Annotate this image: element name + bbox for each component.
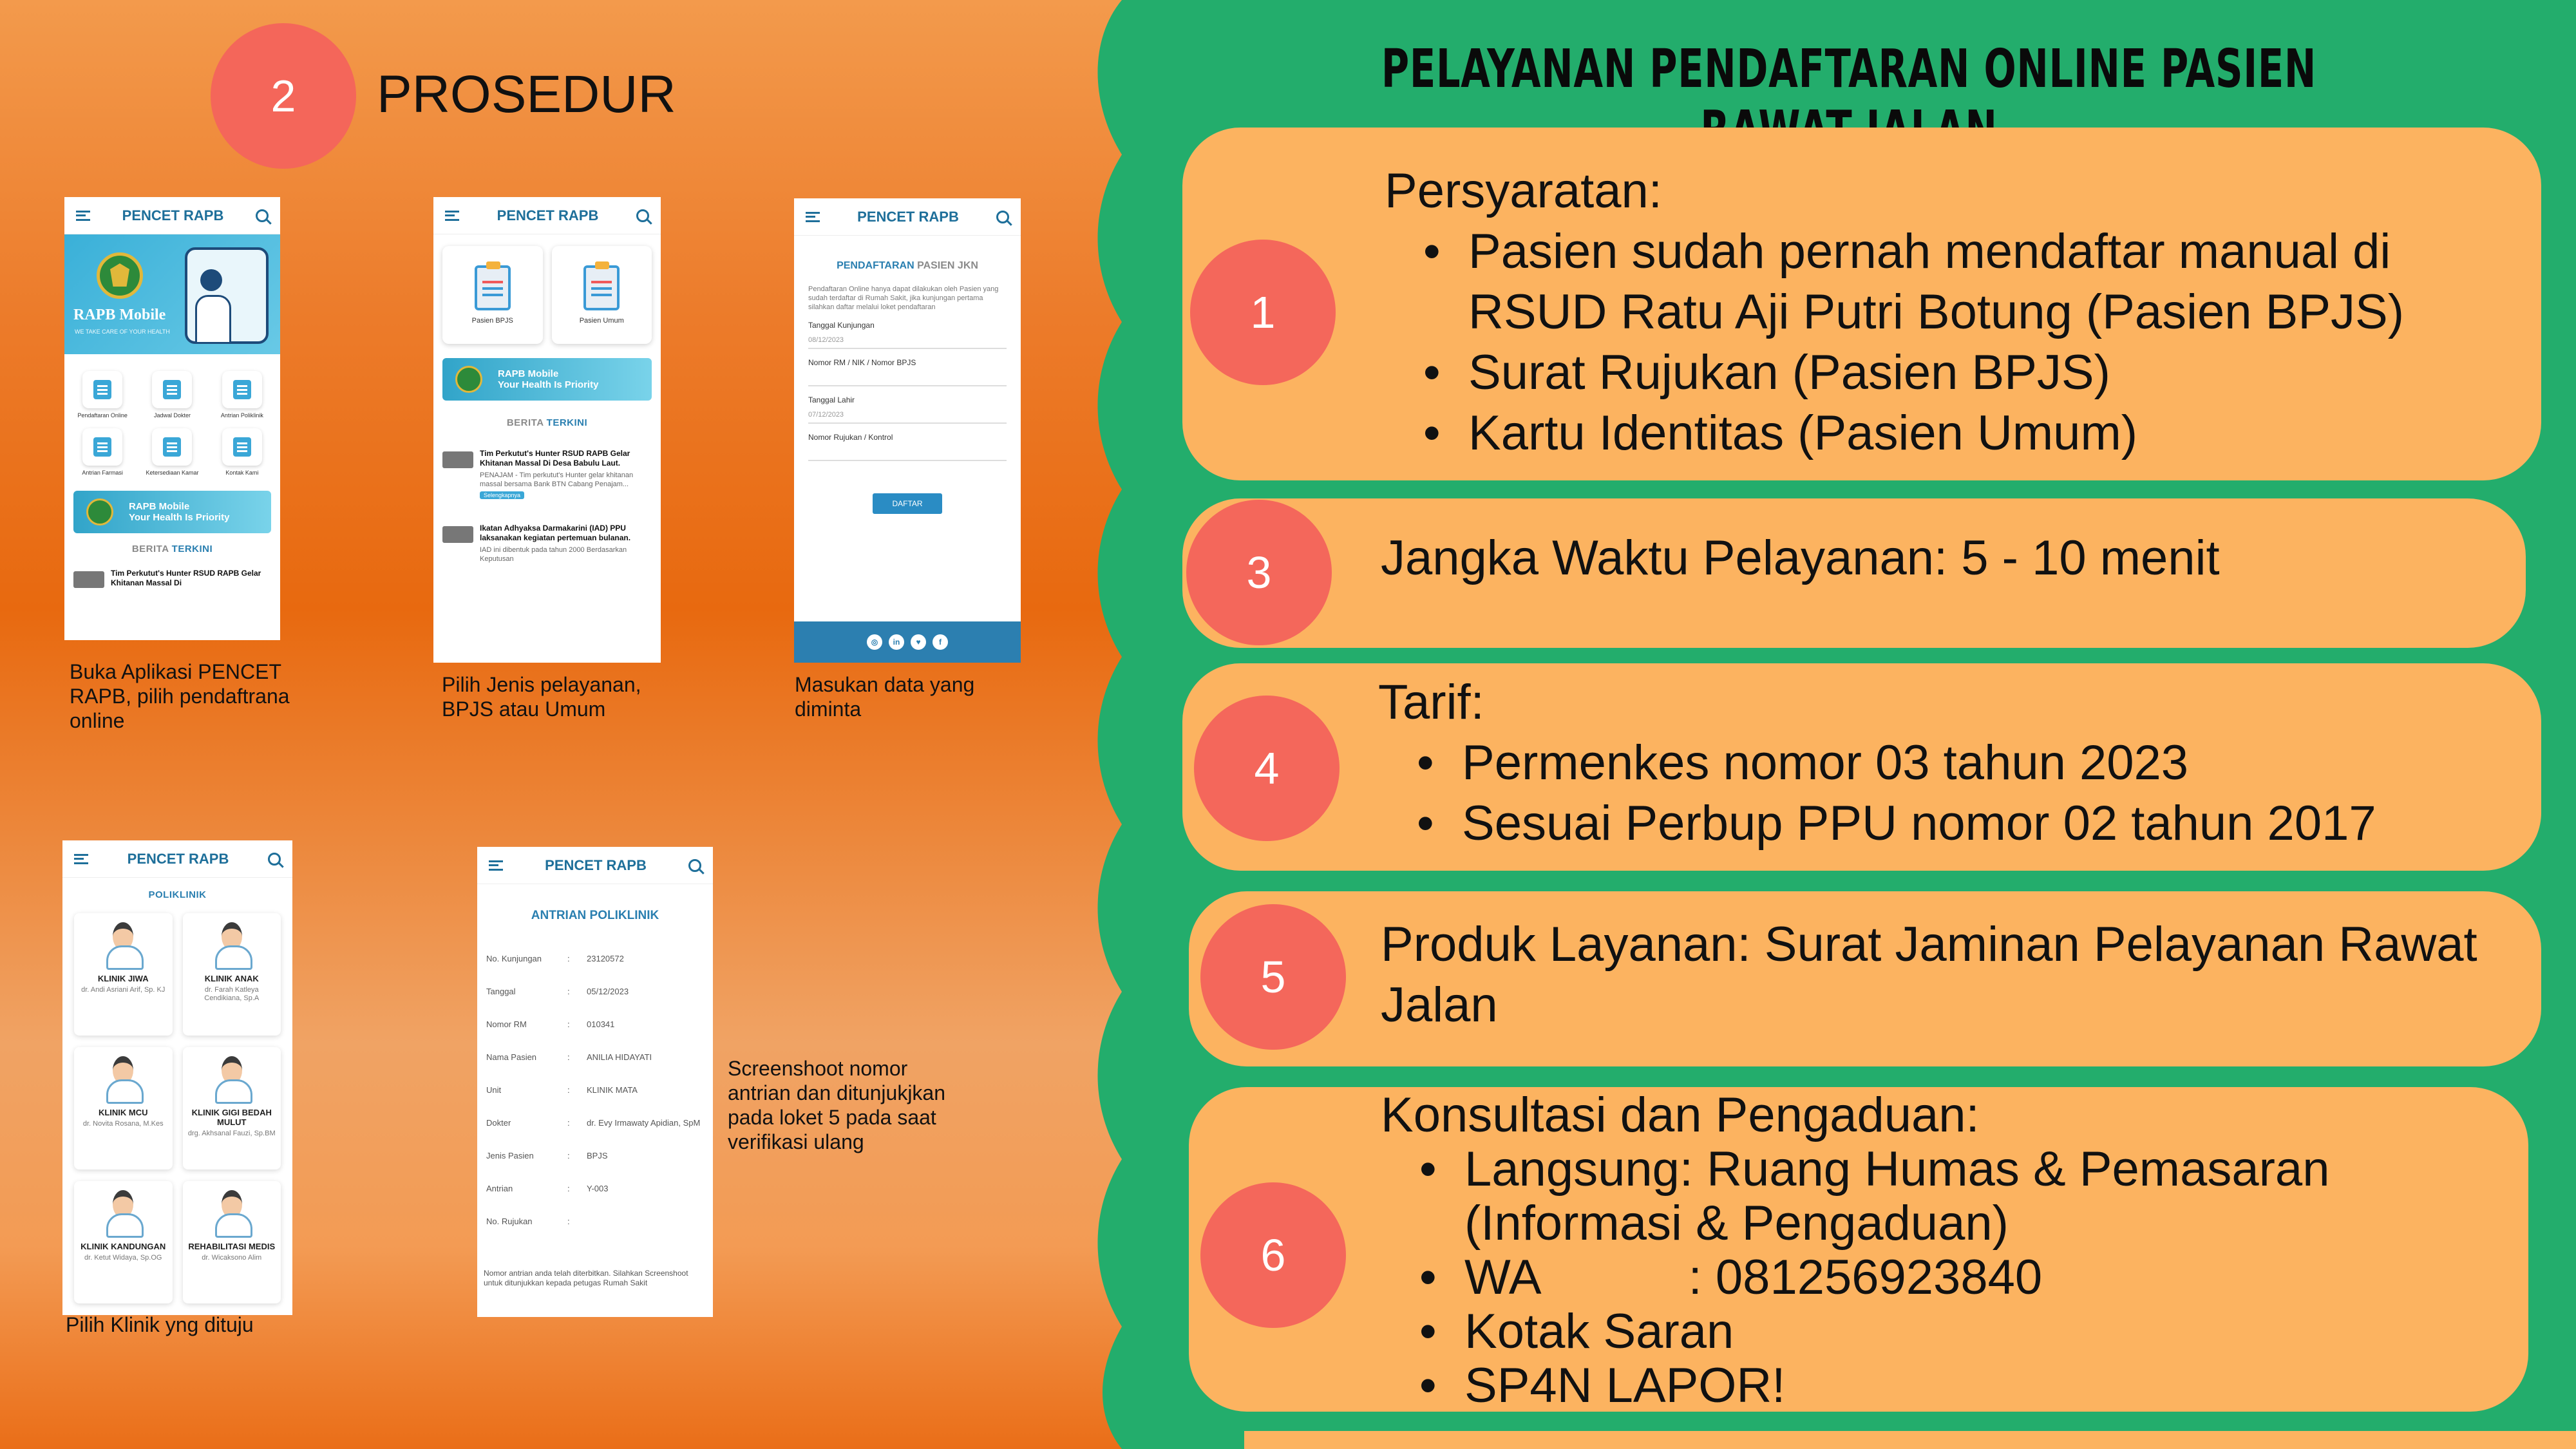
caption-service: Pilih Jenis pelayanan, BPJS atau Umum	[442, 673, 641, 721]
option-pasien-umum[interactable]: Pasien Umum	[552, 246, 652, 344]
app-header	[794, 198, 1021, 236]
list-item: • SP4N LAPOR!	[1419, 1359, 2527, 1413]
registration-icon	[93, 380, 111, 399]
queue-row: Unit : KLINIK MATA	[486, 1084, 638, 1095]
number-badge: 6	[1200, 1182, 1346, 1328]
visit-date-input[interactable]: 08/12/2023	[808, 330, 1007, 349]
search-icon[interactable]	[636, 209, 649, 222]
tariff-list	[1378, 733, 2524, 854]
search-icon[interactable]	[688, 859, 701, 872]
clinic-card[interactable]: KLINIK GIGI BEDAH MULUT drg. Akhsanal Fauzi, Sp.BM	[183, 1047, 281, 1170]
duration-text: Jangka Waktu Pelayanan: 5 - 10 menit	[1381, 531, 2220, 585]
hospital-crest-logo	[97, 252, 143, 299]
bed-icon	[163, 437, 181, 457]
promo-banner[interactable]	[73, 491, 271, 533]
number-badge: 4	[1194, 696, 1340, 841]
field-nomor-rm[interactable]: Nomor RM / NIK / Nomor BPJS	[794, 358, 1021, 386]
clinic-grid	[62, 900, 292, 1303]
doctor-avatar-icon	[104, 1056, 142, 1101]
phone-queue-screenshot	[477, 847, 713, 1317]
hero-subtitle: WE TAKE CARE OF YOUR HEALTH	[75, 328, 170, 335]
news-title: Ikatan Adhyaksa Darmakarini (IAD) PPU laksanakan kegiatan pertemuan bulanan.	[480, 524, 631, 542]
menu-item-antrian-poliklinik[interactable]: Antrian Poliklinik	[212, 371, 272, 419]
facebook-icon[interactable]: f	[933, 634, 948, 650]
form-intro: Pendaftaran Online hanya dapat dilakukan oleh Pasien yang sudah terdaftar di Rumah Sakit, jika kunjungan pertama silahkan daftar melalui loket pendaftaran	[808, 285, 999, 311]
clinic-card[interactable]: KLINIK ANAK dr. Farah Katleya Cendikiana, Sp.A	[183, 913, 281, 1036]
hero-banner	[64, 234, 280, 354]
read-more-button[interactable]: Selengkapnya	[480, 491, 524, 499]
caption-home: Buka Aplikasi PENCET RAPB, pilih pendaftrana online	[70, 660, 290, 732]
hospital-crest-logo	[455, 366, 482, 393]
news-title: Tim Perkutut's Hunter RSUD RAPB Gelar Khitanan Massal Di	[111, 569, 261, 587]
field-tanggal-lahir[interactable]: Tanggal Lahir 07/12/2023	[794, 395, 1021, 424]
menu-item-kontak-kami[interactable]: Kontak Kami	[212, 428, 272, 477]
news-section-label: BERITA TERKINI	[131, 544, 213, 554]
list-item: • Pasien sudah pernah mendaftar manual di RSUD Ratu Aji Putri Botung (Pasien BPJS)	[1423, 222, 2524, 343]
news-item[interactable]	[64, 565, 280, 592]
menu-item-pendaftaran-online[interactable]: Pendaftaran Online	[72, 371, 133, 419]
news-thumbnail	[442, 526, 473, 543]
poliklinik-title: POLIKLINIK	[148, 889, 207, 900]
queue-note: Nomor antrian anda telah diterbitkan. Silahkan Screenshoot untuk ditunjukkan kepada petugas Rumah Sakit	[484, 1269, 688, 1287]
app-footer	[794, 621, 1021, 663]
queue-row: Nama Pasien : ANILIA HIDAYATI	[486, 1052, 652, 1062]
doctor-avatar-icon	[213, 1056, 251, 1101]
list-item: • Sesuai Perbup PPU nomor 02 tahun 2017	[1417, 793, 2524, 854]
clinic-card[interactable]: KLINIK MCU dr. Novita Rosana, M.Kes	[74, 1047, 173, 1170]
contact-icon	[233, 437, 251, 457]
queue-details	[477, 942, 713, 1238]
daftar-button[interactable]: DAFTAR	[873, 493, 942, 514]
app-header	[62, 840, 292, 878]
menu-icon[interactable]	[445, 211, 459, 221]
doctor-avatar-icon	[104, 922, 142, 967]
service-options	[433, 234, 661, 344]
phone-form-screenshot	[794, 198, 1021, 663]
search-icon[interactable]	[268, 853, 281, 866]
number-badge: 3	[1186, 500, 1332, 645]
menu-icon[interactable]	[806, 212, 820, 222]
requirements-heading: Persyaratan:	[1385, 164, 1662, 218]
pharmacy-icon	[93, 437, 111, 457]
list-item: • Kotak Saran	[1419, 1305, 2527, 1359]
list-item: • Langsung: Ruang Humas & Pemasaran (Informasi & Pengaduan)	[1419, 1142, 2527, 1251]
twitter-icon[interactable]: ♥	[911, 634, 926, 650]
queue-row: Antrian : Y-003	[486, 1183, 609, 1193]
menu-icon[interactable]	[74, 854, 88, 864]
news-body: PENAJAM - Tim perkutut's Hunter gelar khitanan massal bersama Bank BTN Cabang Penajam...	[480, 471, 634, 488]
news-thumbnail	[442, 451, 473, 468]
news-thumbnail	[73, 571, 104, 588]
queue-row: Dokter : dr. Evy Irmawaty Apidian, SpM	[486, 1117, 701, 1128]
menu-grid	[64, 354, 280, 483]
procedure-title: PROSEDUR	[377, 65, 676, 124]
bottom-strip	[1244, 1431, 2576, 1449]
requirements-text	[1385, 161, 2524, 464]
clipboard-icon	[475, 265, 511, 310]
instagram-icon[interactable]: ◎	[867, 634, 882, 650]
queue-icon	[233, 380, 251, 399]
app-header	[477, 847, 713, 884]
wavy-divider	[1077, 0, 1148, 1449]
news-section-label: BERITA TERKINI	[506, 417, 588, 428]
search-icon[interactable]	[256, 209, 269, 222]
complaints-heading: Konsultasi dan Pengaduan:	[1381, 1088, 1980, 1142]
app-name: PENCET RAPB	[127, 850, 229, 867]
queue-row: No. Kunjungan : 23120572	[486, 953, 624, 963]
promo-text: RAPB Mobile Your Health Is Priority	[498, 368, 599, 390]
menu-item-ketersediaan-kamar[interactable]: Ketersediaan Kamar	[142, 428, 202, 477]
list-item: • Surat Rujukan (Pasien BPJS)	[1423, 343, 2524, 403]
menu-icon[interactable]	[76, 211, 90, 221]
menu-item-antrian-farmasi[interactable]: Antrian Farmasi	[72, 428, 133, 477]
hospital-crest-logo	[86, 498, 113, 526]
list-item: • Permenkes nomor 03 tahun 2023	[1417, 733, 2524, 793]
complaints-text	[1381, 1088, 2527, 1413]
list-item: • Kartu Identitas (Pasien Umum)	[1423, 403, 2524, 464]
app-name: PENCET RAPB	[545, 857, 647, 873]
doctor-avatar-icon	[104, 1190, 142, 1235]
complaints-list	[1381, 1142, 2527, 1413]
caption-form: Masukan data yang diminta	[795, 673, 975, 721]
tariff-text	[1378, 672, 2524, 854]
clipboard-icon	[583, 265, 620, 310]
queue-row: Jenis Pasien : BPJS	[486, 1150, 608, 1160]
id-number-input[interactable]	[808, 367, 1007, 386]
doctor-avatar-icon	[213, 922, 251, 967]
procedure-panel	[0, 0, 1133, 1449]
number-badge: 5	[1200, 904, 1346, 1050]
list-item: • WA : 081256923840	[1419, 1251, 2527, 1305]
form-title: PENDAFTARAN PASIEN JKN	[837, 260, 978, 271]
step-number-badge: 2	[211, 23, 356, 169]
calendar-icon	[163, 380, 181, 399]
tariff-heading: Tarif:	[1378, 675, 1484, 730]
queue-row: Nomor RM : 010341	[486, 1019, 615, 1029]
promo-banner[interactable]	[442, 358, 652, 401]
birth-date-input[interactable]: 07/12/2023	[808, 404, 1007, 424]
app-name: PENCET RAPB	[122, 207, 224, 223]
number-badge: 1	[1190, 240, 1336, 385]
news-item[interactable]	[433, 445, 661, 504]
caption-clinic: Pilih Klinik yng dituju	[66, 1313, 254, 1336]
service-info-panel	[1122, 0, 2576, 1449]
doctor-avatar-icon	[213, 1190, 251, 1235]
hero-title: RAPB Mobile	[73, 307, 166, 323]
field-nomor-rujukan[interactable]: Nomor Rujukan / Kontrol	[794, 433, 1021, 461]
search-icon[interactable]	[996, 211, 1009, 223]
referral-number-input[interactable]	[808, 442, 1007, 461]
field-tanggal-kunjungan[interactable]: Tanggal Kunjungan 08/12/2023	[794, 321, 1021, 349]
clinic-card[interactable]: KLINIK JIWA dr. Andi Asriani Arif, Sp. KJ	[74, 913, 173, 1036]
doctors-illustration	[185, 247, 269, 344]
product-text: Produk Layanan: Surat Jaminan Pelayanan Rawat Jalan	[1381, 917, 2477, 1032]
news-item[interactable]	[433, 520, 661, 567]
menu-icon[interactable]	[489, 860, 503, 871]
queue-row: Tanggal : 05/12/2023	[486, 986, 629, 996]
linkedin-icon[interactable]: in	[889, 634, 904, 650]
queue-row: No. Rujukan :	[486, 1217, 570, 1226]
phone-service-screenshot	[433, 197, 661, 663]
requirements-list	[1385, 222, 2524, 464]
clinic-card[interactable]: KLINIK KANDUNGAN dr. Ketut Widaya, Sp.OG	[74, 1181, 173, 1303]
app-name: PENCET RAPB	[857, 208, 959, 225]
app-name: PENCET RAPB	[497, 207, 599, 223]
news-title: Tim Perkutut's Hunter RSUD RAPB Gelar Khitanan Massal Di Desa Babulu Laut.	[480, 449, 630, 468]
menu-item-jadwal-dokter[interactable]: Jadwal Dokter	[142, 371, 202, 419]
app-header	[64, 197, 280, 234]
news-body: IAD ini dibentuk pada tahun 2000 Berdasarkan Keputusan	[480, 546, 627, 563]
phone-home-screenshot	[64, 197, 280, 640]
phone-clinic-screenshot	[62, 840, 292, 1315]
caption-queue: Screenshoot nomor antrian dan ditunjukjkan pada loket 5 pada saat verifikasi ulang	[728, 1057, 946, 1153]
promo-text: RAPB Mobile Your Health Is Priority	[129, 501, 230, 523]
clinic-card[interactable]: REHABILITASI MEDIS dr. Wicaksono Alim	[183, 1181, 281, 1303]
queue-title: ANTRIAN POLIKLINIK	[531, 909, 659, 922]
page-title: PELAYANAN PENDAFTARAN ONLINE PASIEN	[1381, 39, 2317, 100]
app-header	[433, 197, 661, 234]
option-pasien-bpjs[interactable]: Pasien BPJS	[442, 246, 543, 344]
